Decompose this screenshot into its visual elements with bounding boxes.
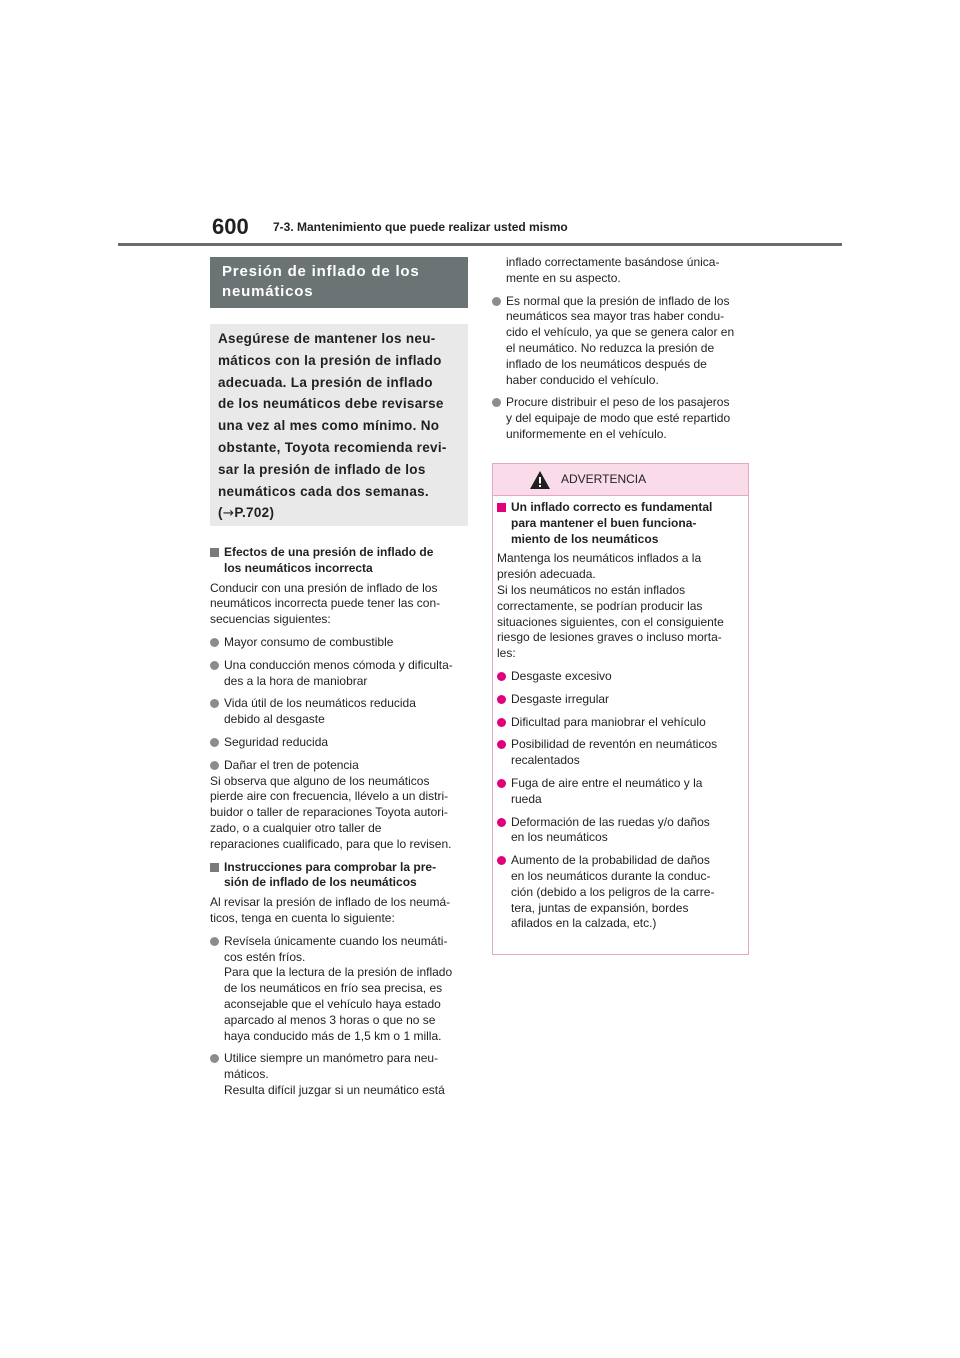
circle-bullet-icon xyxy=(497,818,506,827)
list-item: Fuga de aire entre el neumático y la rueda xyxy=(497,776,744,808)
list-item: Deformación de las ruedas y/o daños en los neumáticos xyxy=(497,815,744,847)
effects-text: Conducir con una presión de inflado de los neumáticos incorrecta puede tener las con- secuencias siguientes: xyxy=(210,580,441,627)
list-item: Seguridad reducida xyxy=(210,735,470,751)
subsection-title: Instrucciones para comprobar la pre- sión de inflado de los neumáticos xyxy=(224,859,437,890)
circle-bullet-icon xyxy=(497,856,506,865)
square-marker-icon xyxy=(210,863,219,872)
intro-box xyxy=(210,324,468,526)
list-item: Dificultad para maniobrar el vehículo xyxy=(497,715,744,731)
list-item: Es normal que la presión de inflado de los neumáticos sea mayor tras haber condu- cido el vehículo, ya que se genera calor en el neumático. No reduzca la presión de inflado de los neumáticos después de haber conducido el vehículo. xyxy=(492,294,752,389)
circle-bullet-icon xyxy=(210,937,219,946)
list-item: Desgaste excesivo xyxy=(497,669,744,685)
circle-bullet-icon xyxy=(210,699,219,708)
left-column xyxy=(210,545,470,1099)
circle-bullet-icon xyxy=(492,398,501,407)
circle-bullet-icon xyxy=(497,740,506,749)
subsection-title: Efectos de una presión de inflado de los neumáticos incorrecta xyxy=(224,545,434,575)
warning-box xyxy=(492,463,749,955)
effects-after-text: Si observa que alguno de los neumáticos pierde aire con frecuencia, llévelo a un distri- buidor o taller de reparaciones Toyota autori- zado, o a cualquier otro taller de reparaciones cualificado, para que lo revisen. xyxy=(210,773,452,851)
circle-bullet-icon xyxy=(210,1054,219,1063)
page-heading: Presión de inflado de los neumáticos xyxy=(210,257,468,308)
list-item: Desgaste irregular xyxy=(497,692,744,708)
circle-bullet-icon xyxy=(497,672,506,681)
circle-bullet-icon xyxy=(497,695,506,704)
subsection-check xyxy=(210,860,470,892)
square-marker-icon xyxy=(210,548,219,557)
circle-bullet-icon xyxy=(210,738,219,747)
circle-bullet-icon xyxy=(210,661,219,670)
warning-title: Un inflado correcto es fundamental para mantener el buen funciona- miento de los neumáticos xyxy=(511,500,713,546)
circle-bullet-icon xyxy=(492,297,501,306)
arrow-right-icon: → xyxy=(222,505,235,522)
list-item: Utilice siempre un manómetro para neu- máticos. Resulta difícil juzgar si un neumático está xyxy=(210,1051,470,1098)
page-number: 600 xyxy=(212,214,249,239)
subsection-effects xyxy=(210,545,470,577)
list-item: Revísela únicamente cuando los neumáti- cos estén fríos. Para que la lectura de la presión de inflado de los neumáticos en frío sea precisa, es aconsejable que el vehículo haya estado aparcado al menos 3 horas o que no se haya conducido más de 1,5 km o 1 milla. xyxy=(210,934,470,1045)
right-column xyxy=(492,255,752,443)
warning-body xyxy=(493,496,748,932)
warning-subsection xyxy=(497,500,744,547)
circle-bullet-icon xyxy=(210,761,219,770)
list-item: Una conducción menos cómoda y dificulta- des a la hora de maniobrar xyxy=(210,658,470,690)
section-title: 7-3. Mantenimiento que puede realizar usted mismo xyxy=(273,220,568,234)
warning-triangle-icon xyxy=(529,470,551,490)
reference-page: P.702 xyxy=(234,505,270,521)
header-rule xyxy=(118,243,842,246)
circle-bullet-icon xyxy=(497,718,506,727)
list-item: Aumento de la probabilidad de daños en los neumáticos durante la conduc- ción (debido a los peligros de la carre- tera, juntas de expansión, bordes afilados en la calzada, etc.) xyxy=(497,853,744,932)
warning-label: ADVERTENCIA xyxy=(561,472,647,486)
list-item: Procure distribuir el peso de los pasajeros y del equipaje de modo que esté repartido uniformemente en el vehículo. xyxy=(492,395,752,442)
warning-text: Mantenga los neumáticos inflados a la presión adecuada. Si los neumáticos no están inflados correctamente, se podrían producir las situaciones siguientes, con el consiguiente riesgo de lesiones graves o incluso morta- les: xyxy=(497,551,724,661)
intro-reference[interactable]: (→P.702) xyxy=(218,505,275,522)
check-text: Al revisar la presión de inflado de los neumá- ticos, tenga en cuenta lo siguiente: xyxy=(210,895,451,925)
circle-bullet-icon xyxy=(497,779,506,788)
intro-text: Asegúrese de mantener los neu- máticos con la presión de inflado adecuada. La presión de inflado de los neumáticos debe revisarse una vez al mes como mínimo. No obstante, Toyota recomienda revi- sar la presión de inflado de los neumáticos cada dos semanas. xyxy=(218,331,447,499)
list-item: Posibilidad de reventón en neumáticos recalentados xyxy=(497,737,744,769)
warning-header xyxy=(493,464,748,496)
circle-bullet-icon xyxy=(210,638,219,647)
list-item-continuation: inflado correctamente basándose única- mente en su aspecto. xyxy=(506,255,720,285)
list-item: Mayor consumo de combustible xyxy=(210,635,470,651)
square-marker-icon xyxy=(497,503,506,512)
list-item: Vida útil de los neumáticos reducida debido al desgaste xyxy=(210,696,470,728)
list-item: Dañar el tren de potencia xyxy=(210,758,470,774)
